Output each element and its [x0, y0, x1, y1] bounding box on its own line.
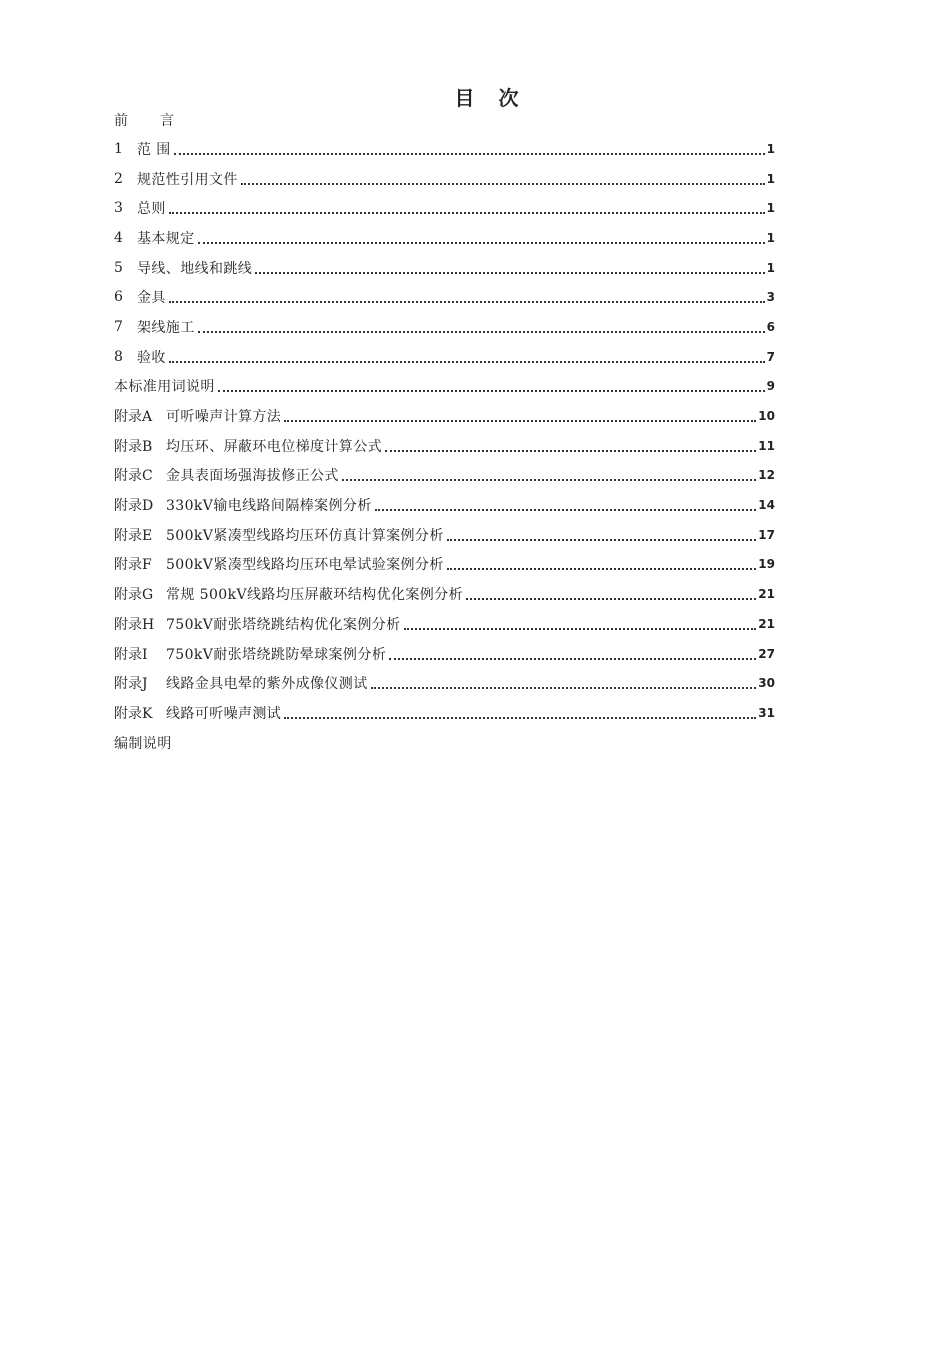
- toc-entry-page: 10: [758, 409, 775, 424]
- toc-entry-appendix-a[interactable]: [114, 401, 775, 431]
- toc-entry-label: 可听噪声计算方法: [166, 409, 282, 426]
- toc-entry-page: 27: [758, 646, 775, 661]
- toc-entry-label: 导线、地线和跳线: [137, 260, 253, 277]
- toc-entry-label: 金具表面场强海拔修正公式: [166, 468, 339, 485]
- dot-leader: [169, 361, 765, 363]
- toc-entry-page: 1: [766, 230, 775, 245]
- toc-entry-appendix-b[interactable]: [114, 431, 775, 461]
- toc-entry-number: 附录B: [114, 438, 153, 455]
- toc-entry-label: 金具: [137, 290, 166, 307]
- dot-leader: [404, 628, 757, 630]
- toc-entry-label: 规范性引用文件: [137, 171, 238, 188]
- table-of-contents: [114, 105, 775, 757]
- dot-leader: [375, 509, 757, 511]
- toc-entry-page: 19: [758, 557, 775, 572]
- page-title: 目 次: [454, 86, 521, 110]
- dot-leader: [389, 658, 756, 660]
- toc-entry-label: 线路可听噪声测试: [166, 705, 282, 722]
- toc-entry-appendix-i[interactable]: [114, 639, 775, 669]
- toc-entry-label: 架线施工: [137, 319, 195, 336]
- toc-entry-number: 附录G: [114, 587, 154, 604]
- toc-entry-appendix-d[interactable]: [114, 490, 775, 520]
- dot-leader: [284, 717, 756, 719]
- dot-leader: [385, 450, 756, 452]
- toc-entry-page: 1: [766, 141, 775, 156]
- dot-leader: [255, 272, 764, 274]
- toc-entry-page: 9: [766, 379, 775, 394]
- toc-entry-section-2[interactable]: [114, 164, 775, 194]
- toc-entry-appendix-g[interactable]: [114, 579, 775, 609]
- dot-leader: [447, 568, 757, 570]
- dot-leader: [198, 242, 765, 244]
- toc-entry-number: 2: [114, 170, 123, 187]
- toc-entry-number: 7: [114, 318, 123, 335]
- toc-entry-page: 21: [758, 616, 775, 631]
- dot-leader: [241, 183, 765, 185]
- dot-leader: [174, 153, 765, 155]
- toc-entry-label: 500kV紧凑型线路均压环仿真计算案例分析: [166, 527, 444, 544]
- dot-leader: [466, 598, 756, 600]
- toc-entry-label: 本标准用词说明: [114, 379, 215, 396]
- toc-entry-label: 常规 500kV线路均压屏蔽环结构优化案例分析: [166, 587, 463, 604]
- toc-entry-compilation-notes[interactable]: [114, 728, 775, 758]
- toc-entry-label: 基本规定: [137, 230, 195, 247]
- toc-entry-terminology[interactable]: [114, 372, 775, 402]
- dot-leader: [371, 687, 757, 689]
- toc-entry-number: 5: [114, 259, 123, 276]
- toc-entry-page: 14: [758, 498, 775, 513]
- toc-entry-label: 范 围: [137, 141, 171, 158]
- toc-entry-number: 附录H: [114, 616, 155, 633]
- toc-entry-appendix-h[interactable]: [114, 609, 775, 639]
- dot-leader: [169, 212, 765, 214]
- toc-entry-section-4[interactable]: [114, 223, 775, 253]
- toc-entry-number: 4: [114, 229, 123, 246]
- dot-leader: [169, 301, 765, 303]
- toc-entry-section-3[interactable]: [114, 193, 775, 223]
- toc-entry-appendix-c[interactable]: [114, 461, 775, 491]
- toc-entry-page: 7: [766, 349, 775, 364]
- toc-entry-label: 750kV耐张塔绕跳结构优化案例分析: [166, 616, 401, 633]
- toc-entry-page: 12: [758, 468, 775, 483]
- toc-entry-number: 附录A: [114, 409, 153, 426]
- toc-entry-page: 1: [766, 201, 775, 216]
- toc-entry-label: 500kV紧凑型线路均压环电晕试验案例分析: [166, 557, 444, 574]
- toc-entry-page: 11: [758, 438, 775, 453]
- toc-entry-page: 31: [758, 705, 775, 720]
- toc-entry-section-6[interactable]: [114, 282, 775, 312]
- dot-leader: [447, 539, 757, 541]
- dot-leader: [342, 479, 756, 481]
- toc-entry-label: 前 言: [114, 112, 183, 129]
- toc-entry-number: 3: [114, 200, 123, 217]
- toc-entry-page: 1: [766, 171, 775, 186]
- toc-entry-label: 验收: [137, 349, 166, 366]
- toc-entry-section-7[interactable]: [114, 312, 775, 342]
- toc-entry-number: 1: [114, 140, 123, 157]
- toc-entry-number: 附录F: [114, 557, 152, 574]
- toc-entry-label: 总则: [137, 201, 166, 218]
- dot-leader: [218, 390, 765, 392]
- dot-leader: [284, 420, 756, 422]
- toc-entry-label: 750kV耐张塔绕跳防晕球案例分析: [166, 646, 387, 663]
- toc-entry-number: 附录C: [114, 468, 153, 485]
- toc-entry-appendix-j[interactable]: [114, 668, 775, 698]
- toc-entry-number: 8: [114, 348, 123, 365]
- toc-entry-page: 6: [766, 319, 775, 334]
- toc-entry-page: 3: [766, 290, 775, 305]
- toc-entry-page: 30: [758, 676, 775, 691]
- toc-entry-page: 21: [758, 587, 775, 602]
- toc-entry-page: 1: [766, 260, 775, 275]
- toc-entry-label: 线路金具电晕的紫外成像仪测试: [166, 676, 368, 693]
- toc-entry-label: 330kV输电线路间隔棒案例分析: [166, 498, 372, 515]
- toc-entry-number: 6: [114, 289, 123, 306]
- toc-entry-number: 附录J: [114, 676, 148, 693]
- toc-entry-section-1[interactable]: [114, 134, 775, 164]
- toc-entry-appendix-e[interactable]: [114, 520, 775, 550]
- dot-leader: [198, 331, 765, 333]
- toc-entry-label: 编制说明: [114, 735, 172, 752]
- toc-entry-label: 均压环、屏蔽环电位梯度计算公式: [166, 438, 382, 455]
- toc-entry-appendix-f[interactable]: [114, 550, 775, 580]
- toc-entry-section-8[interactable]: [114, 342, 775, 372]
- toc-entry-preface[interactable]: [114, 105, 775, 134]
- toc-entry-number: 附录K: [114, 705, 153, 722]
- toc-entry-number: 附录E: [114, 527, 153, 544]
- toc-entry-number: 附录D: [114, 498, 154, 515]
- toc-entry-page: 17: [758, 527, 775, 542]
- toc-entry-appendix-k[interactable]: [114, 698, 775, 728]
- toc-entry-number: 附录I: [114, 646, 148, 663]
- toc-entry-section-5[interactable]: [114, 253, 775, 283]
